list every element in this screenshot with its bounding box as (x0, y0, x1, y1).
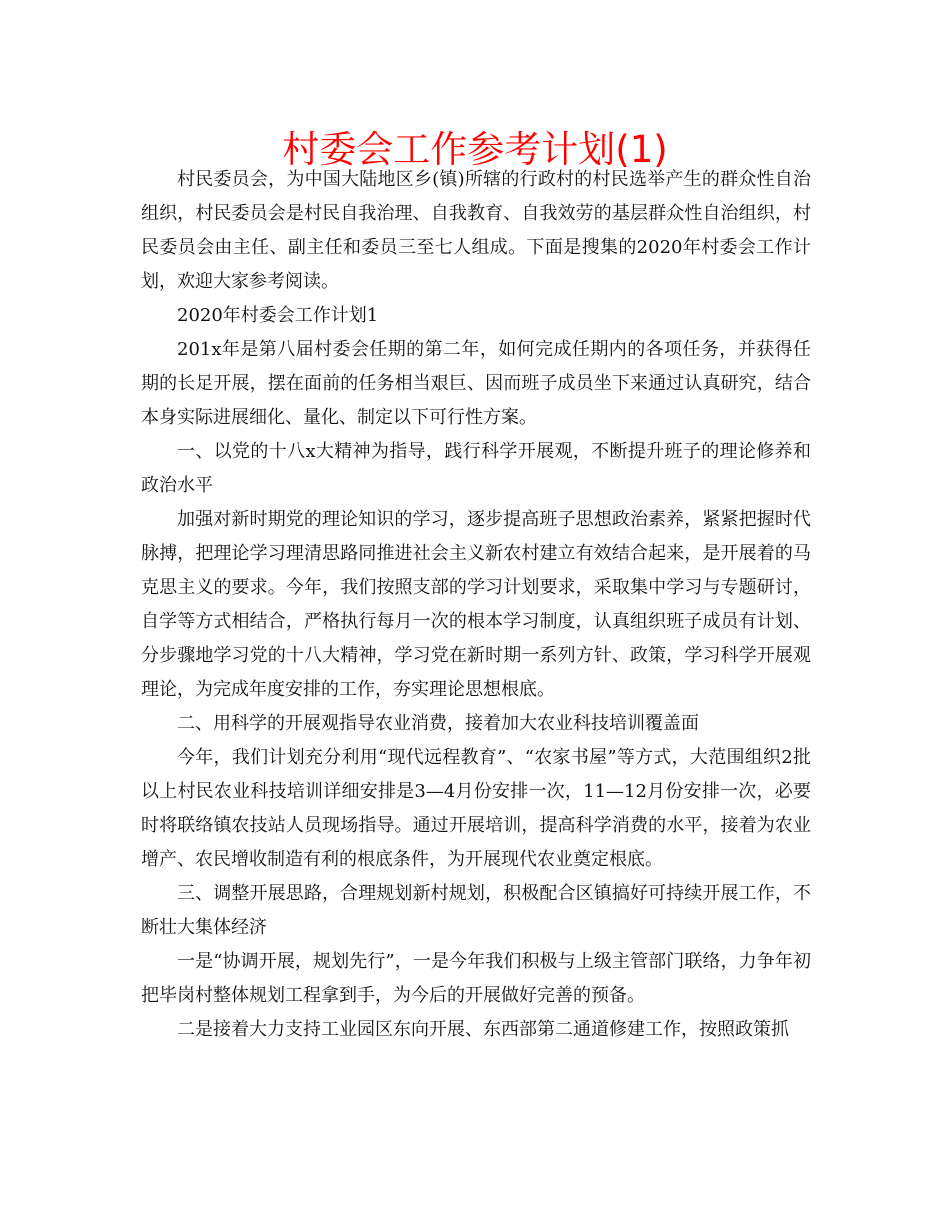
paragraph-overview: 201x年是第八届村委会任期的第二年，如何完成任期内的各项任务，并获得任期的长足开展，摆在面前的任务相当艰巨、因而班子成员坐下来通过认真研究，结合本身实际进展细化、量化、制定以下可行性方案。 (141, 339, 811, 428)
section-heading-3: 三、调整开展思路，合理规划新村规划，积极配合区镇搞好可持续开展工作，不断壮大集体经济 (141, 883, 811, 938)
paragraph-section-2: 今年，我们计划充分利用“现代远程教育”、“农家书屋”等方式，大范围组织2批以上村民农业科技培训详细安排是3—4月份安排一次，11—12月份安排一次，必要时将联络镇农技站人员现场指导。通过开展培训，提高科学消费的水平，接着为农业增产、农民增收制造有利的根底条件，为开展现代农业奠定根底。 (141, 747, 811, 870)
paragraph-section-3-b: 二是接着大力支持工业园区东向开展、东西部第二通道修建工作，按照政策抓 (177, 1019, 789, 1040)
document-body (141, 163, 811, 1047)
paragraph-subtitle: 2020年村委会工作计划1 (177, 305, 379, 326)
section-heading-1: 一、以党的十八x大精神为指导，践行科学开展观，不断提升班子的理论修养和政治水平 (141, 441, 811, 496)
document-title: 村委会工作参考计划(1) (282, 128, 668, 171)
paragraph-intro: 村民委员会，为中国大陆地区乡(镇)所辖的行政村的村民选举产生的群众性自治组织，村民委员会是村民自我治理、自我教育、自我效劳的基层群众性自治组织，村民委员会由主任、副主任和委员三至七人组成。下面是搜集的2020年村委会工作计划，欢迎大家参考阅读。 (141, 169, 811, 292)
section-heading-2: 二、用科学的开展观指导农业消费，接着加大农业科技培训覆盖面 (177, 713, 699, 734)
paragraph-section-1: 加强对新时期党的理论知识的学习，逐步提高班子思想政治素养，紧紧把握时代脉搏，把理论学习理清思路同推进社会主义新农村建立有效结合起来，是开展着的马克思主义的要求。今年，我们按照支部的学习计划要求，采取集中学习与专题研讨，自学等方式相结合，严格执行每月一次的根本学习制度，认真组织班子成员有计划、分步骤地学习党的十八大精神，学习党在新时期一系列方针、政策，学习科学开展观理论，为完成年度安排的工作，夯实理论思想根底。 (141, 509, 811, 700)
paragraph-section-3-a: 一是“协调开展，规划先行”，一是今年我们积极与上级主管部门联络，力争年初把毕岗村整体规划工程拿到手，为今后的开展做好完善的预备。 (141, 951, 811, 1006)
